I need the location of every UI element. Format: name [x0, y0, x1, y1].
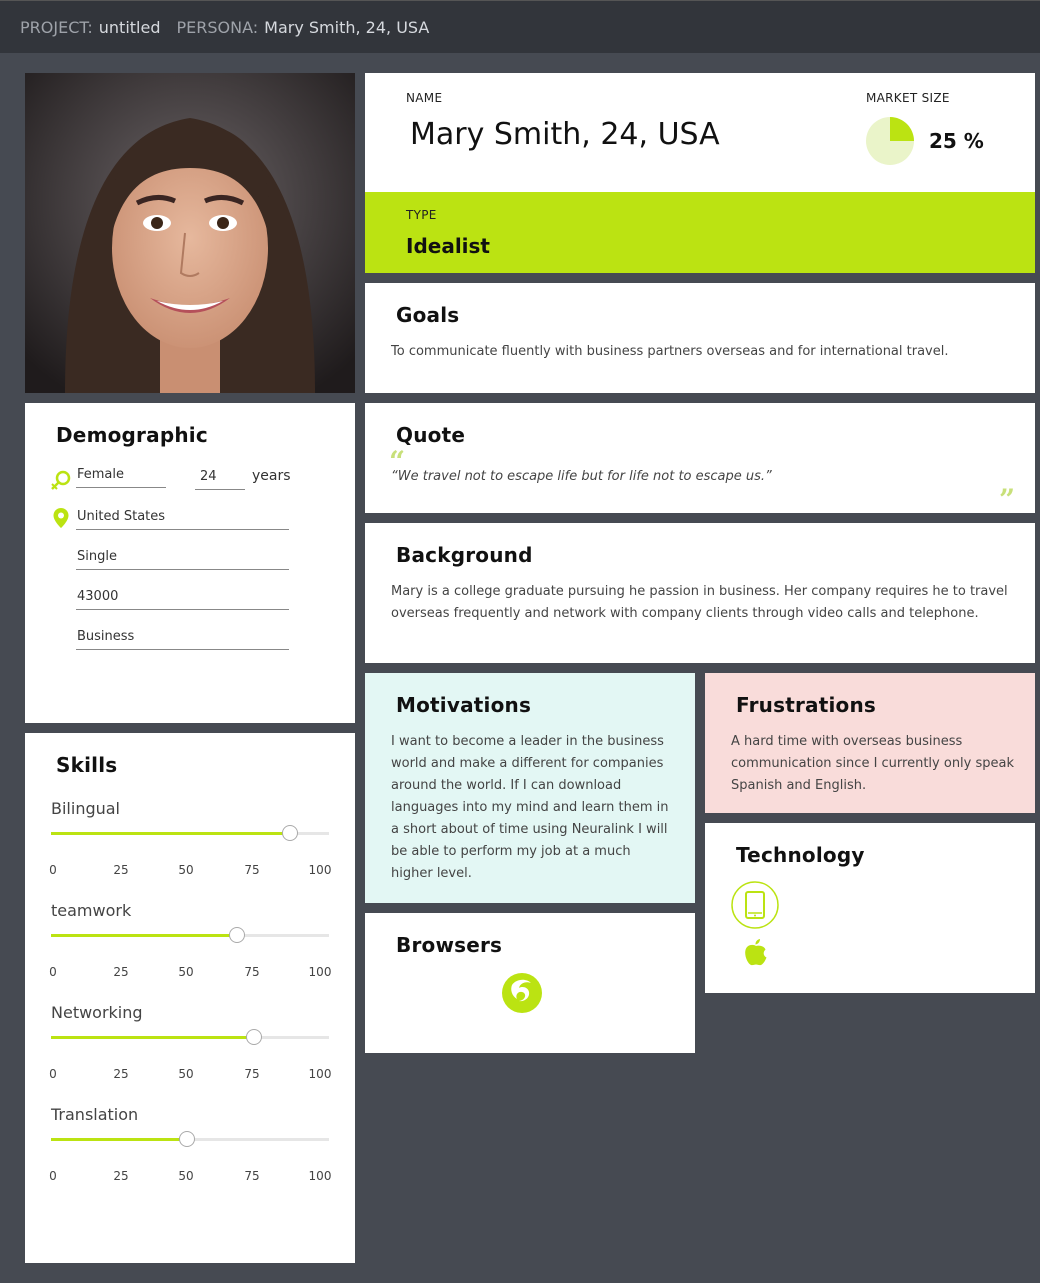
skill-teamwork [51, 901, 331, 1001]
close-quote-icon: ” [999, 483, 1016, 516]
skill-networking [51, 1003, 331, 1103]
skill-slider-fill [51, 832, 290, 835]
project-label: PROJECT: [20, 17, 93, 37]
technology-card [705, 823, 1035, 993]
scale-tick: 50 [178, 965, 194, 979]
demographic-card [25, 403, 355, 723]
quote-card [365, 403, 1035, 516]
goals-text[interactable]: To communicate fluently with business partners overseas and for international travel. [391, 344, 949, 359]
skill-scale [51, 1067, 333, 1083]
name-card [365, 73, 1035, 193]
goals-card [365, 283, 1035, 393]
skills-title: Skills [56, 753, 118, 777]
background-title: Background [396, 543, 533, 567]
scale-tick: 50 [178, 1067, 194, 1081]
scale-tick: 75 [244, 965, 260, 979]
quote-text[interactable]: “We travel not to escape life but for life not to escape us.” [391, 469, 772, 484]
portrait-image [25, 73, 355, 393]
persona-photo[interactable] [25, 73, 355, 393]
skill-slider-fill [51, 934, 237, 937]
persona-name[interactable]: Mary Smith, 24, USA [264, 17, 430, 37]
skill-slider-handle[interactable] [179, 1131, 195, 1147]
skill-slider-track[interactable] [51, 934, 329, 937]
skill-slider-handle[interactable] [229, 927, 245, 943]
skill-scale [51, 1169, 333, 1185]
persona-label: PERSONA: [176, 17, 259, 37]
skill-slider-fill [51, 1036, 254, 1039]
motivations-card [365, 673, 695, 903]
scale-tick: 25 [113, 1169, 129, 1183]
persona-type[interactable]: Idealist [406, 234, 490, 258]
background-card [365, 523, 1035, 663]
background-text[interactable]: Mary is a college graduate pursuing he passion in business. Her company requires he to travel overseas frequently and network with company clients through video calls and telephone. [391, 584, 1008, 621]
browsers-title: Browsers [396, 933, 503, 957]
skill-translation [51, 1105, 331, 1205]
scale-tick: 100 [308, 863, 332, 877]
skill-slider-fill [51, 1138, 187, 1141]
apple-icon[interactable] [743, 937, 769, 967]
tablet-icon[interactable] [731, 881, 779, 929]
open-quote-icon: “ [389, 445, 406, 478]
firefox-icon[interactable] [500, 971, 544, 1015]
scale-tick: 25 [113, 1067, 129, 1081]
scale-tick: 0 [49, 965, 57, 979]
scale-tick: 75 [244, 1067, 260, 1081]
frustrations-card [705, 673, 1035, 813]
scale-tick: 50 [178, 1169, 194, 1183]
skill-name: Translation [51, 1105, 139, 1124]
income-field[interactable]: 43000 [76, 588, 289, 610]
age-unit-label: years [252, 468, 291, 484]
name-label: NAME [406, 91, 443, 105]
type-card [365, 192, 1035, 273]
location-field[interactable]: United States [76, 508, 289, 530]
scale-tick: 0 [49, 1169, 57, 1183]
scale-tick: 25 [113, 965, 129, 979]
persona-full-name[interactable]: Mary Smith, 24, USA [410, 117, 720, 152]
market-size-label: MARKET SIZE [866, 91, 950, 105]
skills-card [25, 733, 355, 1263]
skill-slider-track[interactable] [51, 1036, 329, 1039]
relationship-status-field[interactable]: Single [76, 548, 289, 570]
scale-tick: 100 [308, 1067, 332, 1081]
goals-title: Goals [396, 303, 460, 327]
quote-title: Quote [396, 423, 466, 447]
motivations-title: Motivations [396, 693, 532, 717]
market-size-pie[interactable] [866, 117, 914, 165]
market-size-value: 25 % [929, 129, 984, 153]
occupation-field[interactable]: Business [76, 628, 289, 650]
frustrations-text[interactable]: A hard time with overseas business communication since I currently only speak Spanish and English. [731, 734, 1015, 793]
scale-tick: 75 [244, 863, 260, 877]
scale-tick: 25 [113, 863, 129, 877]
technology-title: Technology [736, 843, 865, 867]
skill-slider-track[interactable] [51, 1138, 329, 1141]
top-bar [0, 0, 1040, 53]
scale-tick: 0 [49, 863, 57, 877]
scale-tick: 50 [178, 863, 194, 877]
project-name[interactable]: untitled [98, 17, 161, 37]
gender-field[interactable]: Female [76, 466, 166, 488]
skill-name: Networking [51, 1003, 143, 1022]
skill-name: teamwork [51, 901, 132, 920]
skill-scale [51, 863, 333, 879]
skill-slider-handle[interactable] [282, 825, 298, 841]
scale-tick: 75 [244, 1169, 260, 1183]
skill-bilingual [51, 799, 331, 899]
skill-name: Bilingual [51, 799, 120, 818]
frustrations-title: Frustrations [736, 693, 877, 717]
scale-tick: 100 [308, 1169, 332, 1183]
type-label: TYPE [406, 208, 437, 222]
skill-slider-handle[interactable] [246, 1029, 262, 1045]
scale-tick: 0 [49, 1067, 57, 1081]
skill-slider-track[interactable] [51, 832, 329, 835]
gender-icon [50, 469, 72, 491]
demographic-title: Demographic [56, 423, 208, 447]
motivations-text[interactable]: I want to become a leader in the business world and make a different for companies around the world. If I can download languages into my mind and learn them in a short about of time using Neuralink I will be able to perform my job at a much higher level. [391, 734, 669, 881]
location-pin-icon [52, 507, 70, 529]
scale-tick: 100 [308, 965, 332, 979]
age-field[interactable]: 24 [195, 468, 245, 490]
browsers-card [365, 913, 695, 1053]
skill-scale [51, 965, 333, 981]
